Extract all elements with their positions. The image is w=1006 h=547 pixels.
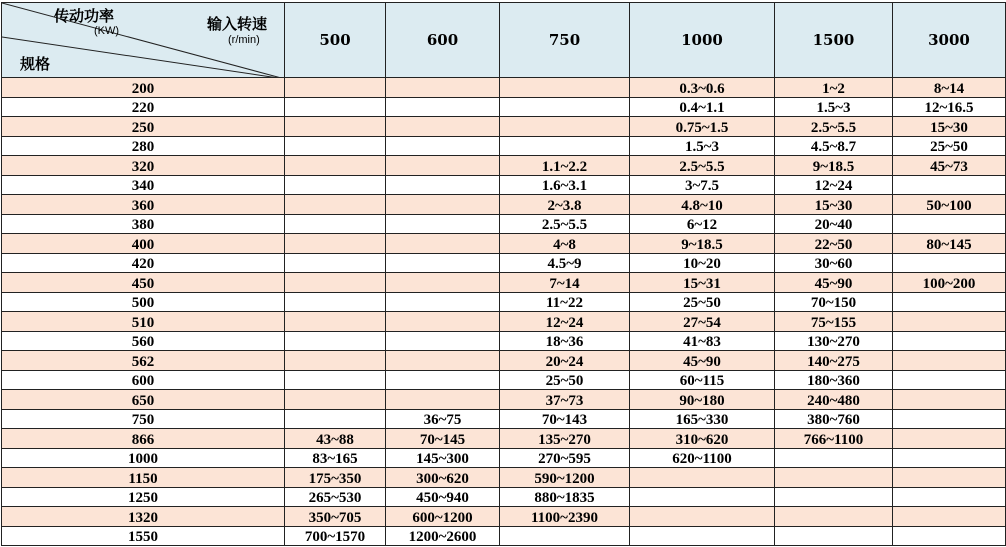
power-range-cell: 45~73 xyxy=(893,156,1006,176)
power-range-cell xyxy=(500,136,630,156)
power-range-cell: 130~270 xyxy=(775,331,893,351)
power-range-cell: 270~595 xyxy=(500,448,630,468)
power-range-cell: 145~300 xyxy=(386,448,500,468)
power-range-cell xyxy=(285,253,386,273)
power-range-cell xyxy=(893,429,1006,449)
power-range-cell xyxy=(386,253,500,273)
power-range-cell xyxy=(386,234,500,254)
table-row xyxy=(2,312,1006,332)
power-range-cell xyxy=(386,351,500,371)
power-range-cell: 135~270 xyxy=(500,429,630,449)
power-range-cell xyxy=(285,351,386,371)
power-range-cell: 4~8 xyxy=(500,234,630,254)
power-range-cell xyxy=(285,390,386,410)
power-range-cell: 20~24 xyxy=(500,351,630,371)
power-range-cell xyxy=(775,448,893,468)
power-range-cell: 45~90 xyxy=(630,351,775,371)
power-range-cell xyxy=(893,312,1006,332)
spec-cell: 866 xyxy=(2,429,285,449)
power-range-cell: 1.1~2.2 xyxy=(500,156,630,176)
power-range-cell: 70~143 xyxy=(500,409,630,429)
table-row xyxy=(2,487,1006,507)
power-range-cell xyxy=(893,175,1006,195)
spec-cell: 1150 xyxy=(2,468,285,488)
power-label: 传动功率 xyxy=(54,7,115,25)
power-range-cell xyxy=(386,156,500,176)
power-range-cell xyxy=(893,390,1006,410)
power-range-cell: 450~940 xyxy=(386,487,500,507)
power-range-cell: 6~12 xyxy=(630,214,775,234)
table-row xyxy=(2,234,1006,254)
power-range-cell xyxy=(386,175,500,195)
power-range-cell xyxy=(386,97,500,117)
power-range-cell xyxy=(893,526,1006,546)
spec-cell: 650 xyxy=(2,390,285,410)
header-row xyxy=(2,3,1006,78)
power-range-cell xyxy=(285,117,386,137)
power-range-cell: 45~90 xyxy=(775,273,893,293)
spec-cell: 750 xyxy=(2,409,285,429)
power-range-cell xyxy=(893,370,1006,390)
power-range-cell xyxy=(386,273,500,293)
power-range-cell: 7~14 xyxy=(500,273,630,293)
power-range-cell: 1200~2600 xyxy=(386,526,500,546)
power-range-cell: 2.5~5.5 xyxy=(630,156,775,176)
power-range-cell: 100~200 xyxy=(893,273,1006,293)
power-range-cell xyxy=(775,487,893,507)
power-range-cell xyxy=(775,507,893,527)
spec-cell: 280 xyxy=(2,136,285,156)
table-row xyxy=(2,117,1006,137)
power-range-cell: 25~50 xyxy=(500,370,630,390)
table-row xyxy=(2,468,1006,488)
corner-header-cell xyxy=(2,3,285,78)
power-range-cell: 50~100 xyxy=(893,195,1006,215)
power-range-cell xyxy=(630,487,775,507)
table-row xyxy=(2,273,1006,293)
power-range-cell: 80~145 xyxy=(893,234,1006,254)
power-range-cell xyxy=(893,214,1006,234)
speed-label: 输入转速 xyxy=(207,15,268,33)
spec-cell: 600 xyxy=(2,370,285,390)
power-range-cell xyxy=(775,526,893,546)
power-range-cell: 70~150 xyxy=(775,292,893,312)
power-range-cell: 350~705 xyxy=(285,507,386,527)
power-range-cell: 4.8~10 xyxy=(630,195,775,215)
table-row xyxy=(2,507,1006,527)
power-range-cell: 4.5~8.7 xyxy=(775,136,893,156)
spec-cell: 1250 xyxy=(2,487,285,507)
power-range-cell: 880~1835 xyxy=(500,487,630,507)
power-range-cell: 0.3~0.6 xyxy=(630,78,775,98)
power-range-cell: 700~1570 xyxy=(285,526,386,546)
spec-cell: 250 xyxy=(2,117,285,137)
speed-header-1500: 1500 xyxy=(775,3,893,78)
power-rating-table xyxy=(1,2,1006,546)
power-range-cell xyxy=(285,312,386,332)
power-range-cell: 27~54 xyxy=(630,312,775,332)
power-range-cell: 18~36 xyxy=(500,331,630,351)
power-range-cell: 600~1200 xyxy=(386,507,500,527)
power-range-cell xyxy=(386,390,500,410)
power-range-cell xyxy=(285,214,386,234)
power-range-cell: 90~180 xyxy=(630,390,775,410)
table-row xyxy=(2,526,1006,546)
power-range-cell xyxy=(285,156,386,176)
power-range-cell: 9~18.5 xyxy=(630,234,775,254)
spec-cell: 400 xyxy=(2,234,285,254)
table-row xyxy=(2,78,1006,98)
table-row xyxy=(2,97,1006,117)
power-range-cell xyxy=(893,292,1006,312)
power-range-cell: 30~60 xyxy=(775,253,893,273)
power-range-cell xyxy=(386,214,500,234)
power-range-cell: 1~2 xyxy=(775,78,893,98)
speed-unit: (r/min) xyxy=(228,34,260,46)
power-range-cell: 11~22 xyxy=(500,292,630,312)
power-range-cell xyxy=(893,351,1006,371)
power-range-cell: 1.6~3.1 xyxy=(500,175,630,195)
power-range-cell xyxy=(500,78,630,98)
spec-cell: 560 xyxy=(2,331,285,351)
power-range-cell xyxy=(386,370,500,390)
power-range-cell xyxy=(630,526,775,546)
spec-cell: 510 xyxy=(2,312,285,332)
power-range-cell: 2~3.8 xyxy=(500,195,630,215)
power-range-cell: 8~14 xyxy=(893,78,1006,98)
power-range-cell xyxy=(500,97,630,117)
power-range-cell: 1.5~3 xyxy=(775,97,893,117)
power-range-cell xyxy=(893,448,1006,468)
table-row xyxy=(2,136,1006,156)
table-row xyxy=(2,214,1006,234)
table-row xyxy=(2,292,1006,312)
power-range-cell: 620~1100 xyxy=(630,448,775,468)
power-range-cell xyxy=(386,312,500,332)
power-range-cell: 265~530 xyxy=(285,487,386,507)
power-range-cell: 37~73 xyxy=(500,390,630,410)
power-range-cell xyxy=(285,409,386,429)
power-range-cell: 15~30 xyxy=(893,117,1006,137)
power-range-cell xyxy=(285,175,386,195)
spec-cell: 450 xyxy=(2,273,285,293)
power-range-cell: 12~16.5 xyxy=(893,97,1006,117)
power-range-cell xyxy=(285,331,386,351)
spec-cell: 1550 xyxy=(2,526,285,546)
table-row xyxy=(2,429,1006,449)
power-range-cell: 165~330 xyxy=(630,409,775,429)
speed-header-600: 600 xyxy=(386,3,500,78)
spec-label: 规格 xyxy=(20,55,51,73)
table-row xyxy=(2,195,1006,215)
power-range-cell: 22~50 xyxy=(775,234,893,254)
table-row xyxy=(2,351,1006,371)
spec-cell: 500 xyxy=(2,292,285,312)
power-range-cell xyxy=(386,117,500,137)
power-range-cell: 10~20 xyxy=(630,253,775,273)
power-range-cell: 12~24 xyxy=(500,312,630,332)
spec-cell: 1000 xyxy=(2,448,285,468)
power-range-cell: 15~30 xyxy=(775,195,893,215)
power-range-cell: 1.5~3 xyxy=(630,136,775,156)
power-range-cell: 1100~2390 xyxy=(500,507,630,527)
power-range-cell: 0.75~1.5 xyxy=(630,117,775,137)
power-range-cell: 60~115 xyxy=(630,370,775,390)
power-range-cell: 766~1100 xyxy=(775,429,893,449)
power-range-cell: 380~760 xyxy=(775,409,893,429)
table-row xyxy=(2,253,1006,273)
power-range-cell xyxy=(285,370,386,390)
power-range-cell xyxy=(630,507,775,527)
power-range-cell: 41~83 xyxy=(630,331,775,351)
spec-cell: 562 xyxy=(2,351,285,371)
power-range-cell xyxy=(386,136,500,156)
power-range-cell xyxy=(285,273,386,293)
power-range-cell: 15~31 xyxy=(630,273,775,293)
power-range-cell xyxy=(630,468,775,488)
speed-header-3000: 3000 xyxy=(893,3,1006,78)
power-range-cell xyxy=(386,331,500,351)
power-range-cell xyxy=(893,507,1006,527)
power-range-cell: 240~480 xyxy=(775,390,893,410)
spec-cell: 1320 xyxy=(2,507,285,527)
power-range-cell: 36~75 xyxy=(386,409,500,429)
table-row xyxy=(2,331,1006,351)
power-range-cell xyxy=(893,468,1006,488)
power-range-cell: 175~350 xyxy=(285,468,386,488)
power-range-cell: 43~88 xyxy=(285,429,386,449)
speed-header-1000: 1000 xyxy=(630,3,775,78)
power-range-cell: 4.5~9 xyxy=(500,253,630,273)
spec-cell: 200 xyxy=(2,78,285,98)
spec-cell: 360 xyxy=(2,195,285,215)
speed-header-750: 750 xyxy=(500,3,630,78)
power-range-cell: 9~18.5 xyxy=(775,156,893,176)
power-range-cell: 2.5~5.5 xyxy=(775,117,893,137)
power-range-cell xyxy=(386,78,500,98)
table-row xyxy=(2,448,1006,468)
power-range-cell: 180~360 xyxy=(775,370,893,390)
power-range-cell xyxy=(285,195,386,215)
power-range-cell: 300~620 xyxy=(386,468,500,488)
power-range-cell: 2.5~5.5 xyxy=(500,214,630,234)
power-range-cell: 25~50 xyxy=(893,136,1006,156)
power-range-cell xyxy=(893,331,1006,351)
power-unit: (KW) xyxy=(94,25,120,37)
spec-cell: 220 xyxy=(2,97,285,117)
power-range-cell xyxy=(285,234,386,254)
table-row xyxy=(2,390,1006,410)
table-row xyxy=(2,409,1006,429)
power-range-cell: 590~1200 xyxy=(500,468,630,488)
table-body xyxy=(2,78,1006,546)
power-range-cell: 20~40 xyxy=(775,214,893,234)
power-range-cell xyxy=(893,253,1006,273)
power-range-cell: 83~165 xyxy=(285,448,386,468)
power-range-cell xyxy=(500,526,630,546)
power-range-cell xyxy=(893,487,1006,507)
power-range-cell: 75~155 xyxy=(775,312,893,332)
table-row xyxy=(2,370,1006,390)
table-row xyxy=(2,175,1006,195)
power-range-cell xyxy=(386,195,500,215)
power-range-cell: 12~24 xyxy=(775,175,893,195)
power-range-cell: 25~50 xyxy=(630,292,775,312)
power-range-cell xyxy=(285,97,386,117)
table-row xyxy=(2,156,1006,176)
speed-header-500: 500 xyxy=(285,3,386,78)
power-range-cell xyxy=(386,292,500,312)
power-range-cell: 3~7.5 xyxy=(630,175,775,195)
power-range-cell xyxy=(775,468,893,488)
spec-cell: 420 xyxy=(2,253,285,273)
power-range-cell xyxy=(285,78,386,98)
spec-cell: 380 xyxy=(2,214,285,234)
spec-cell: 340 xyxy=(2,175,285,195)
power-range-cell xyxy=(500,117,630,137)
power-range-cell: 310~620 xyxy=(630,429,775,449)
power-range-cell xyxy=(285,136,386,156)
power-range-cell xyxy=(893,409,1006,429)
power-range-cell: 70~145 xyxy=(386,429,500,449)
power-range-cell: 0.4~1.1 xyxy=(630,97,775,117)
power-range-cell: 140~275 xyxy=(775,351,893,371)
power-range-cell xyxy=(285,292,386,312)
spec-cell: 320 xyxy=(2,156,285,176)
